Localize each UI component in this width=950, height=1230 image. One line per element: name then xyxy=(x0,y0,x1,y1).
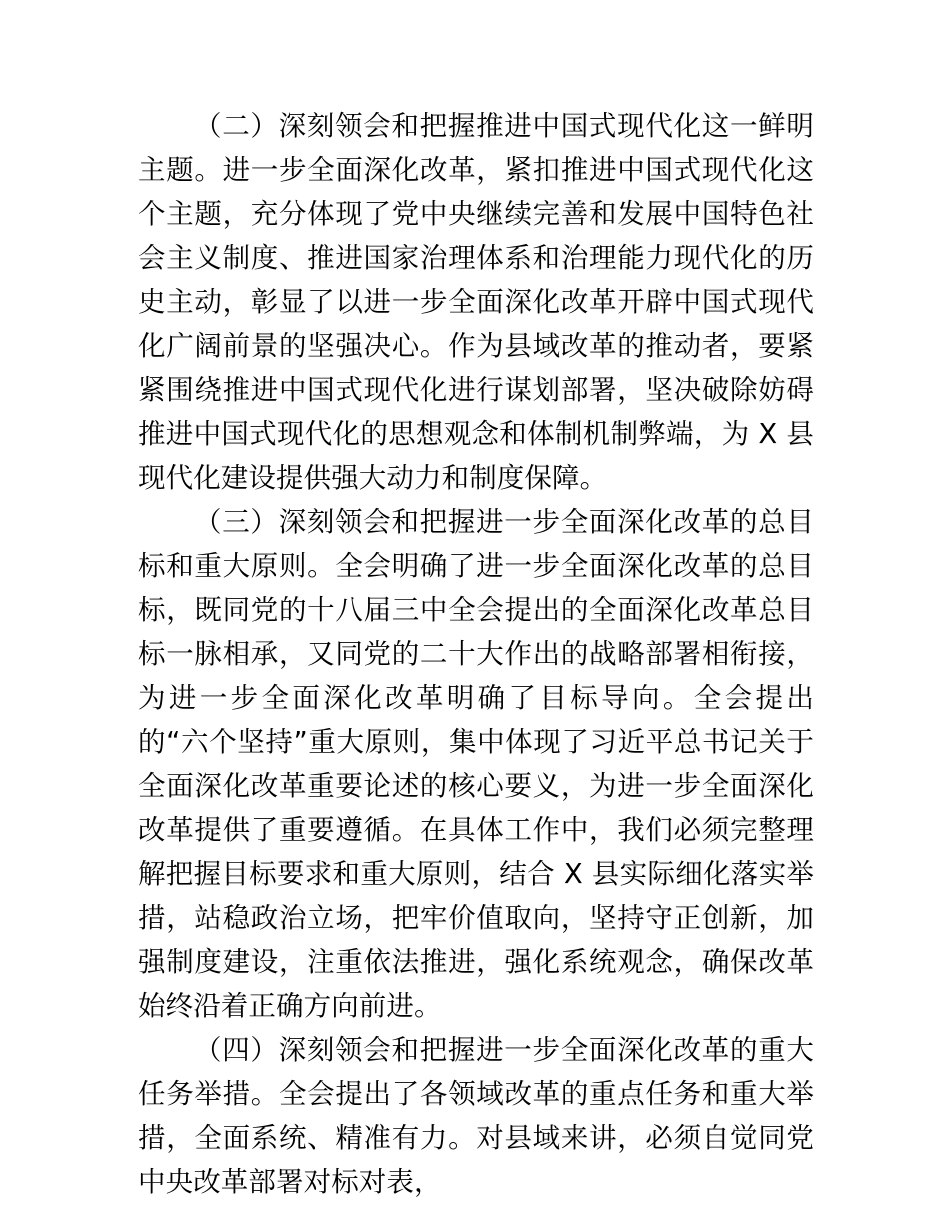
paragraph-2: （二）深刻领会和把握推进中国式现代化这一鲜明主题。进一步全面深化改革，紧扣推进中国式现代化这个主题，充分体现了党中央继续完善和发展中国特色社会主义制度、推进国家治理体系和治理能力现代化的历史主动，彰显了以进一步全面深化改革开辟中国式现代化广阔前景的坚强决心。作为县域改革的推动者，要紧紧围绕推进中国式现代化进行谋划部署，坚决破除妨碍推进中国式现代化的思想观念和体制机制弊端，为 X 县现代化建设提供强大动力和制度保障。 xyxy=(138,110,814,494)
document-body xyxy=(138,104,814,1204)
paragraph-4: （四）深刻领会和把握进一步全面深化改革的重大任务举措。全会提出了各领域改革的重点任务和重大举措，全面系统、精准有力。对县域来讲，必须自觉同党中央改革部署对标对表， xyxy=(138,1034,814,1198)
paragraph-3: （三）深刻领会和把握进一步全面深化改革的总目标和重大原则。全会明确了进一步全面深化改革的总目标，既同党的十八届三中全会提出的全面深化改革总目标一脉相承，又同党的二十大作出的战略部署相衔接，为进一步全面深化改革明确了目标导向。全会提出的“六个坚持”重大原则，集中体现了习近平总书记关于全面深化改革重要论述的核心要义，为进一步全面深化改革提供了重要遵循。在具体工作中，我们必须完整理解把握目标要求和重大原则，结合 X 县实际细化落实举措，站稳政治立场，把牢价值取向，坚持守正创新，加强制度建设，注重依法推进，强化系统观念，确保改革始终沿着正确方向前进。 xyxy=(138,506,814,1022)
